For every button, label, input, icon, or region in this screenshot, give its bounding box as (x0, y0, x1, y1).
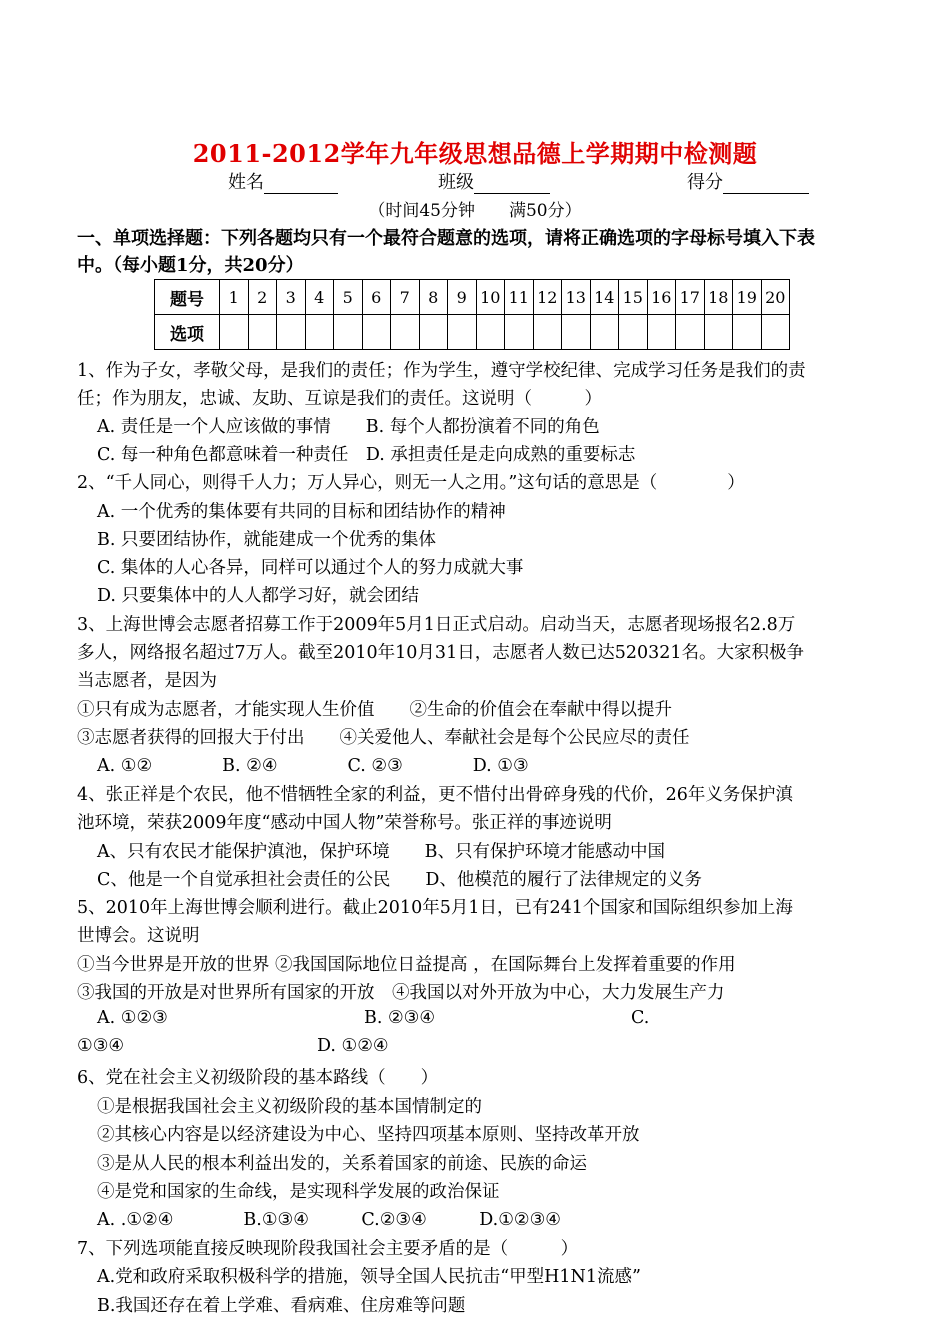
question-7-option-b: B.我国还存在着上学难、看病难、住房难等问题 (97, 1296, 466, 1316)
number-cell: 2 (248, 280, 277, 315)
time-info: （时间45分钟 满50分） (368, 201, 582, 221)
score-blank[interactable] (723, 175, 809, 194)
question-5-statements-12: ①当今世界是开放的世界 ②我国国际地位日益提高 ，在国际舞台上发挥着重要的作用 (77, 955, 736, 975)
number-cell: 11 (505, 280, 534, 315)
question-6-statement-1: ①是根据我国社会主义初级阶段的基本国情制定的 (97, 1097, 482, 1117)
question-7-option-a: A.党和政府采取积极科学的措施，领导全国人民抗击“甲型H1N1流感” (97, 1267, 641, 1287)
answer-cell[interactable] (619, 315, 648, 350)
question-5-statements-34: ③我国的开放是对世界所有国家的开放 ④我国以对外开放为中心，大力发展生产力 (77, 983, 725, 1003)
question-3-statements-12: ①只有成为志愿者，才能实现人生价值 ②生命的价值会在奉献中得以提升 (77, 700, 672, 720)
question-3-statements-34: ③志愿者获得的回报大于付出 ④关爱他人、奉献社会是每个公民应尽的责任 (77, 728, 690, 748)
number-cell: 5 (334, 280, 363, 315)
question-2-option-a: A. 一个优秀的集体要有共同的目标和团结协作的精神 (97, 502, 506, 522)
number-cell: 1 (220, 280, 249, 315)
answer-table (154, 279, 790, 350)
answer-cell[interactable] (248, 315, 277, 350)
number-cell: 20 (761, 280, 790, 315)
number-cell: 3 (277, 280, 306, 315)
question-3-stem: 3、上海世博会志愿者招募工作于2009年5月1日正式启动。启动当天，志愿者现场报名2.8万 (77, 615, 796, 635)
section-heading-cont: 中。（每小题1分，共20分） (77, 255, 304, 276)
answer-cell[interactable] (220, 315, 249, 350)
class-blank[interactable] (474, 175, 550, 194)
exam-title: 2011-2012学年九年级思想品德上学期期中检测题 (192, 139, 758, 168)
answer-cell[interactable] (590, 315, 619, 350)
name-label: 姓名 (228, 172, 264, 193)
name-blank[interactable] (264, 175, 338, 194)
question-5-option-c: C. (631, 1008, 650, 1028)
answer-cell[interactable] (419, 315, 448, 350)
answer-cell[interactable] (505, 315, 534, 350)
question-4-stem-cont: 池环境，荣获2009年度“感动中国人物”荣誉称号。张正祥的事迹说明 (77, 813, 612, 833)
number-cell: 19 (733, 280, 762, 315)
name-field[interactable] (228, 168, 338, 194)
answer-table-choice-row (155, 315, 790, 350)
question-2-option-b: B. 只要团结协作，就能建成一个优秀的集体 (97, 530, 436, 550)
number-cell: 14 (590, 280, 619, 315)
section-heading: 一、单项选择题：下列各题均只有一个最符合题意的选项，请将正确选项的字母标号填入下表 (77, 228, 815, 249)
question-2-option-c: C. 集体的人心各异，同样可以通过个人的努力成就大事 (97, 558, 524, 578)
question-6-stem: 6、党在社会主义初级阶段的基本路线（ ） (77, 1068, 439, 1088)
score-field[interactable] (687, 168, 809, 194)
number-cell: 9 (448, 280, 477, 315)
question-6-statement-4: ④是党和国家的生命线，是实现科学发展的政治保证 (97, 1182, 500, 1202)
question-7-stem: 7、下列选项能直接反映现阶段我国社会主要矛盾的是（ ） (77, 1239, 579, 1259)
number-cell: 12 (533, 280, 562, 315)
question-1-stem-cont: 任；作为朋友，忠诚、友助、互谅是我们的责任。这说明（ ） (77, 389, 602, 409)
answer-cell[interactable] (704, 315, 733, 350)
number-cell: 18 (704, 280, 733, 315)
number-header: 题号 (155, 280, 220, 315)
number-cell: 8 (419, 280, 448, 315)
number-cell: 6 (362, 280, 391, 315)
choice-header: 选项 (155, 315, 220, 350)
question-5-option-d: D. ①②④ (317, 1036, 389, 1056)
question-6-statement-2: ②其核心内容是以经济建设为中心、坚持四项基本原则、坚持改革开放 (97, 1125, 640, 1145)
question-5-option-c-cont: ①③④ (77, 1036, 125, 1056)
question-2-option-d: D. 只要集体中的人人都学习好，就会团结 (97, 586, 420, 606)
answer-cell[interactable] (391, 315, 420, 350)
question-6-options: A. .①②④ B.①③④ C.②③④ D.①②③④ (97, 1210, 561, 1230)
answer-table-number-row (155, 280, 790, 315)
question-5-stem: 5、2010年上海世博会顺利进行。截止2010年5月1日，已有241个国家和国际组织参加上海 (77, 898, 793, 918)
question-5-option-a: A. ①②③ (97, 1008, 168, 1028)
question-1-stem: 1、作为子女，孝敬父母，是我们的责任；作为学生，遵守学校纪律、完成学习任务是我们的责 (77, 361, 806, 381)
question-5-stem-cont: 世博会。这说明 (77, 926, 200, 946)
answer-cell[interactable] (362, 315, 391, 350)
question-3-options: A. ①② B. ②④ C. ②③ D. ①③ (97, 756, 529, 776)
question-5-option-b: B. ②③④ (364, 1008, 436, 1028)
question-2-stem: 2、“千人同心，则得千人力；万人异心，则无一人之用。”这句话的意思是（ ） (77, 473, 745, 493)
answer-cell[interactable] (476, 315, 505, 350)
number-cell: 7 (391, 280, 420, 315)
number-cell: 15 (619, 280, 648, 315)
answer-cell[interactable] (733, 315, 762, 350)
number-cell: 4 (305, 280, 334, 315)
number-cell: 16 (647, 280, 676, 315)
answer-cell[interactable] (448, 315, 477, 350)
answer-cell[interactable] (334, 315, 363, 350)
question-1-options-ab: A. 责任是一个人应该做的事情 B. 每个人都扮演着不同的角色 (97, 417, 600, 437)
answer-cell[interactable] (562, 315, 591, 350)
number-cell: 13 (562, 280, 591, 315)
question-3-stem-end: 当志愿者，是因为 (77, 671, 217, 691)
question-3-stem-cont: 多人，网络报名超过7万人。截至2010年10月31日，志愿者人数已达520321名。大家积极争 (77, 643, 805, 663)
answer-cell[interactable] (277, 315, 306, 350)
class-field[interactable] (438, 168, 550, 194)
class-label: 班级 (438, 172, 474, 193)
answer-cell[interactable] (647, 315, 676, 350)
question-4-options-ab: A、只有农民才能保护滇池，保护环境 B、只有保护环境才能感动中国 (97, 842, 665, 862)
answer-cell[interactable] (533, 315, 562, 350)
question-1-options-cd: C. 每一种角色都意味着一种责任 D. 承担责任是走向成熟的重要标志 (97, 445, 636, 465)
number-cell: 17 (676, 280, 705, 315)
answer-cell[interactable] (761, 315, 790, 350)
answer-cell[interactable] (676, 315, 705, 350)
score-label: 得分 (687, 172, 723, 193)
number-cell: 10 (476, 280, 505, 315)
question-4-stem: 4、张正祥是个农民，他不惜牺牲全家的利益，更不惜付出骨碎身残的代价，26年义务保护滇 (77, 785, 793, 805)
question-6-statement-3: ③是从人民的根本利益出发的，关系着国家的前途、民族的命运 (97, 1154, 587, 1174)
question-4-options-cd: C、他是一个自觉承担社会责任的公民 D、他模范的履行了法律规定的义务 (97, 870, 702, 890)
answer-cell[interactable] (305, 315, 334, 350)
